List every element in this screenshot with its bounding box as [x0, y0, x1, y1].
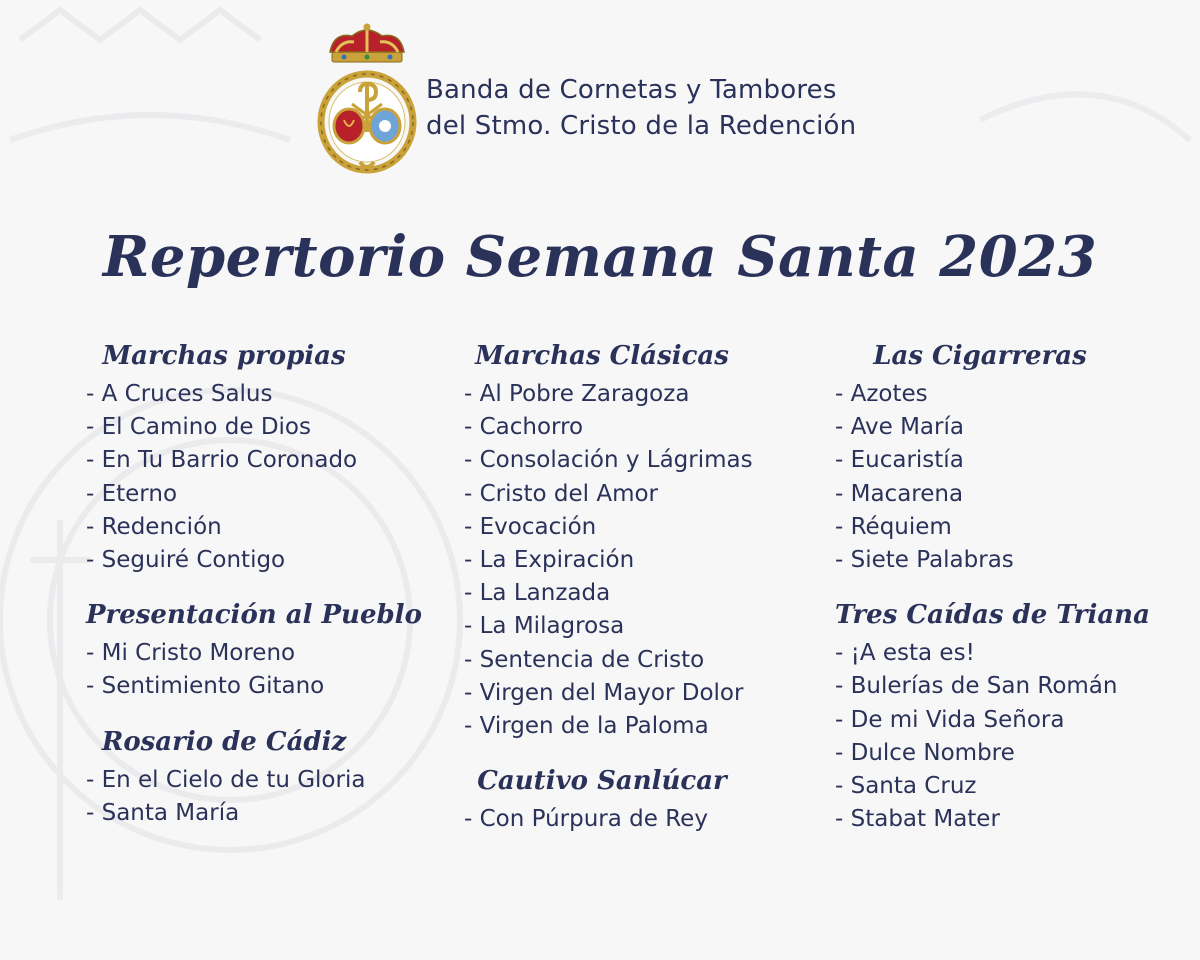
list-item: - Dulce Nombre	[835, 739, 1015, 766]
list-item: - Eterno	[86, 480, 178, 507]
brotherhood-emblem	[312, 22, 422, 177]
section-title-rosario: Rosario de Cádiz	[101, 726, 347, 757]
page-title: Repertorio Semana Santa 2023	[102, 224, 1098, 290]
section-title-clasicas: Marchas Clásicas	[475, 341, 729, 371]
list-item: - Virgen de la Paloma	[464, 712, 709, 739]
header	[312, 22, 912, 182]
list-item: - Cristo del Amor	[464, 480, 659, 507]
organization-name	[426, 72, 856, 144]
list-item: - Mi Cristo Moreno	[86, 640, 296, 667]
list-item: - Sentencia de Cristo	[464, 646, 705, 673]
column-center	[464, 330, 804, 836]
list-item: - Evocación	[464, 513, 597, 540]
list-item: - Eucaristía	[835, 447, 964, 474]
list-item: - Bulerías de San Román	[835, 673, 1118, 700]
list-item: - Santa Cruz	[835, 772, 977, 799]
list-item: - ¡A esta es!	[835, 640, 975, 667]
list-item: - Al Pobre Zaragoza	[464, 381, 690, 407]
list-item: - Sentimiento Gitano	[86, 673, 325, 700]
section-title-presentacion: Presentación al Pueblo	[86, 600, 422, 631]
section-title-triana: Tres Caídas de Triana	[835, 600, 1150, 631]
section-title-marchas-propias: Marchas propias	[102, 341, 346, 371]
list-item: - A Cruces Salus	[86, 381, 273, 407]
list-item: - En Tu Barrio Coronado	[86, 447, 358, 474]
list-item: - Ave María	[835, 414, 964, 441]
list-item: - Redención	[86, 513, 222, 540]
list-item: - El Camino de Dios	[86, 414, 311, 441]
list-item: - La Expiración	[464, 546, 635, 573]
org-name-line-1: Banda de Cornetas y Tambores	[426, 75, 837, 105]
list-item: - Réquiem	[835, 513, 952, 540]
column-left	[86, 330, 422, 830]
list-item: - Azotes	[835, 381, 928, 407]
list-item: - De mi Vida Señora	[835, 706, 1065, 733]
list-item: - Santa María	[86, 799, 240, 826]
list-item: - Virgen del Mayor Dolor	[464, 679, 744, 706]
list-item: - Seguiré Contigo	[86, 546, 286, 573]
crown-icon	[330, 24, 404, 63]
list-item: - Macarena	[835, 480, 964, 507]
column-right	[835, 330, 1175, 836]
list-item: - Consolación y Lágrimas	[464, 447, 753, 474]
org-name-line-2: del Stmo. Cristo de la Redención	[426, 111, 857, 141]
list-item: - Siete Palabras	[835, 546, 1014, 573]
section-title-cautivo: Cautivo Sanlúcar	[477, 766, 727, 797]
list-item: - En el Cielo de tu Gloria	[86, 766, 366, 793]
section-title-cigarreras: Las Cigarreras	[873, 341, 1087, 371]
list-item: - Stabat Mater	[835, 806, 1000, 833]
list-item: - La Lanzada	[464, 580, 611, 607]
list-item: - Cachorro	[464, 414, 584, 441]
list-item: - Con Púrpura de Rey	[464, 806, 708, 833]
list-item: - La Milagrosa	[464, 613, 625, 640]
